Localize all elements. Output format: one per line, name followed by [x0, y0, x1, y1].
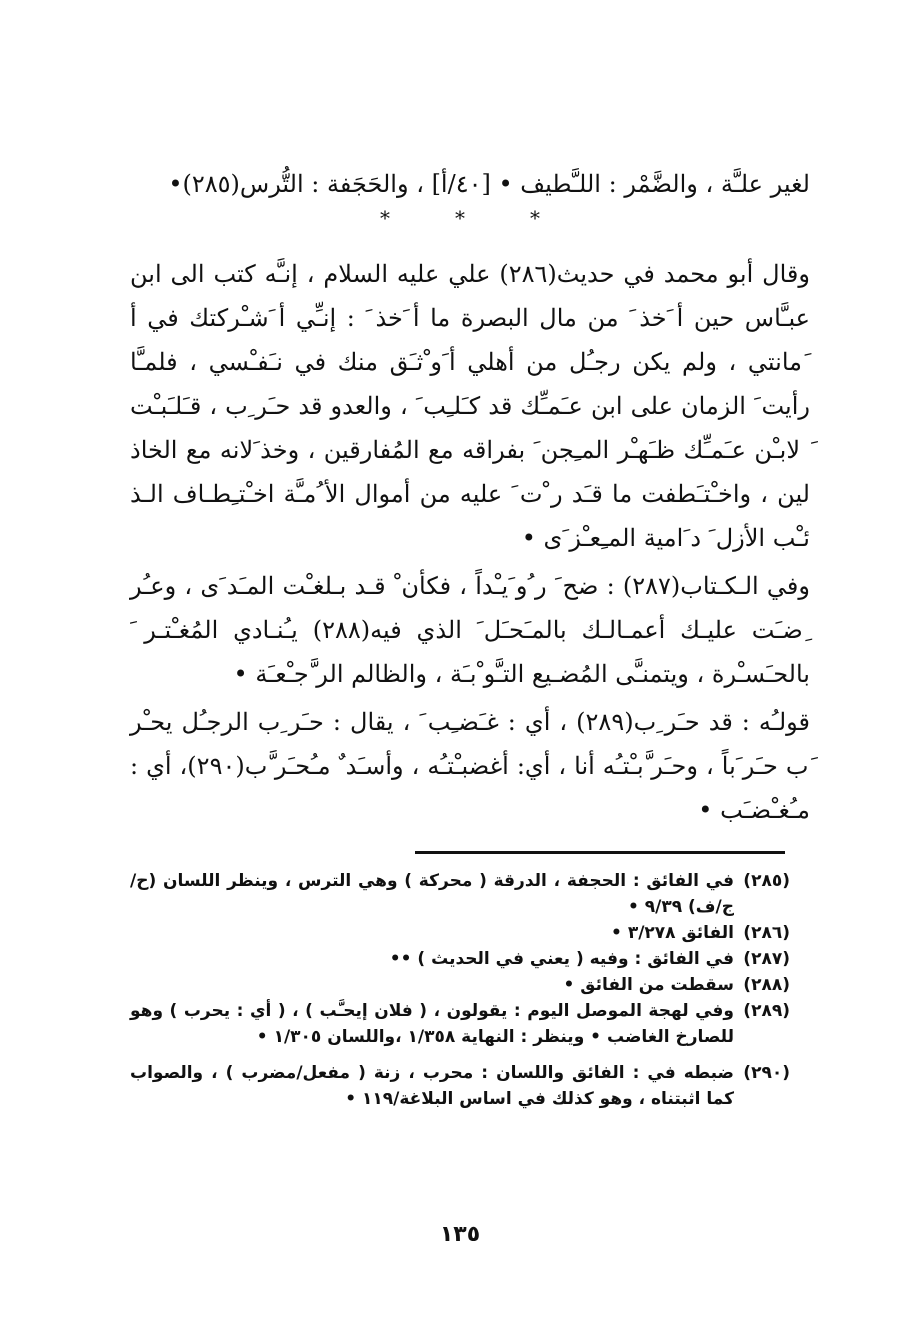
- footnote-number: (٢٨٧): [743, 949, 790, 969]
- star-icon: *: [530, 206, 540, 230]
- page-number: ١٣٥: [439, 1222, 481, 1247]
- footnote-item: [130, 946, 790, 972]
- footnote-number: (٢٨٩): [743, 1001, 790, 1021]
- footnote-text: في الفائق : الحجفة ، الدرقة ( محركة ) وهي الترس ، وينظر اللسان (ح/ج/ف) ٩/٣٩ •: [130, 871, 734, 917]
- paragraph-explanation: [130, 700, 810, 832]
- footnote-item: [130, 1060, 790, 1112]
- paragraph-hadith-ali: [130, 252, 810, 560]
- opening-line-text: لغير علـَّة ، والضَّمْر : اللـَّطيف • [٤٠/أ] ، والحَجَفة : التُّرس(٢٨٥)•: [168, 170, 810, 198]
- footnote-item: [130, 920, 790, 946]
- paragraph-text: قولـُه : قد حـَر ِب(٢٨٩) ، أي : غـَضـِب َ ، يقال : حـَر ِب الرجـُل يحـْر َب حـَر َباً ، وحـَر َّبـْتـُه أنا ، أي: أغضبـْتـُه ، وأسـَد ٌ مـُحـَر َّب(٢٩٠)، أي : مـُغـْضـَب •: [130, 708, 810, 824]
- footnote-text: ضبطه في : الفائق واللسان : محرب ، زنة ( مفعل/مضرب ) ، والصواب كما اثبتناه ، وهو كذلك في اساس البلاغة/١١٩ •: [130, 1063, 734, 1109]
- footnote-number: (٢٨٦): [743, 923, 790, 943]
- footnote-item: [130, 972, 790, 998]
- footnote-number: (٢٩٠): [743, 1063, 790, 1083]
- footnote-text: الفائق ٣/٢٧٨ •: [611, 923, 734, 943]
- footnote-item: [130, 868, 790, 920]
- star-icon: *: [455, 206, 465, 230]
- star-icon: *: [380, 206, 390, 230]
- footnote-number: (٢٨٨): [743, 975, 790, 995]
- footnote-text: في الفائق : وفيه ( يعني في الحديث ) ••: [389, 949, 734, 969]
- paragraph-letter: [130, 564, 810, 696]
- footnotes-section: [130, 868, 790, 1112]
- paragraph-text: وفي الـكـتاب(٢٨٧) : ضح َ ر ُو َيـْداً ، فكأن ْ قـد بـلغـْت المـَد َى ، وعـُر ِضـَت عليـك أعمـالـك بالمـَحـَل َ الذي فيه(٢٨٨) يـُنـادي المُغـْتـر َ بالحـَسـْرة ، ويتمنـَّى المُضـيع التـَّو ْبـَة ، والظالم الر َّجـْعـَة •: [130, 572, 810, 688]
- footnote-divider: [415, 851, 785, 854]
- opening-line: [130, 162, 810, 206]
- footnote-number: (٢٨٥): [743, 871, 790, 891]
- footnote-text: وفي لهجة الموصل اليوم : يقولون ، ( فلان إيحـَّب ) ، ( أي : يحرب ) وهو للصارخ الغاضب • وينظر : النهاية ١/٣٥٨ ،واللسان ١/٣٠٥ •: [130, 1001, 734, 1047]
- paragraph-text: وقال أبو محمد في حديث(٢٨٦) علي عليه السلام ، إنـَّه كتب الى ابن عبـَّاس حين أ َخذ َ من مال البصرة ما أ َخذ َ : إنـِّي أ َشـْركتك في أ َمانتي ، ولم يكن رجـُل من أهلي أ َو ْثـَق منك في نـَفـْسي ، فلمـَّا رأيت َ الزمان على ابن عـَمـِّك قد كـَلـِب َ ، والعدو قد حـَر ِب ، قـَلـَبـْت َ لابـْن عـَمـِّك ظـَهـْر المـِجن َ بفراقه مع المُفارقين ، وخذ َلانه مع الخاذ لين ، واخـْتـَطفت ما قـَد ر ْت َ عليه من أموال الأ ُمـَّة اخـْتـِطـاف الـذ ئـْب الأزل َ د َامية المـِعـْز َى •: [130, 260, 810, 552]
- section-separator-stars: [380, 208, 540, 228]
- footnote-text: سقطت من الفائق •: [563, 975, 734, 995]
- footnote-item: [130, 998, 790, 1050]
